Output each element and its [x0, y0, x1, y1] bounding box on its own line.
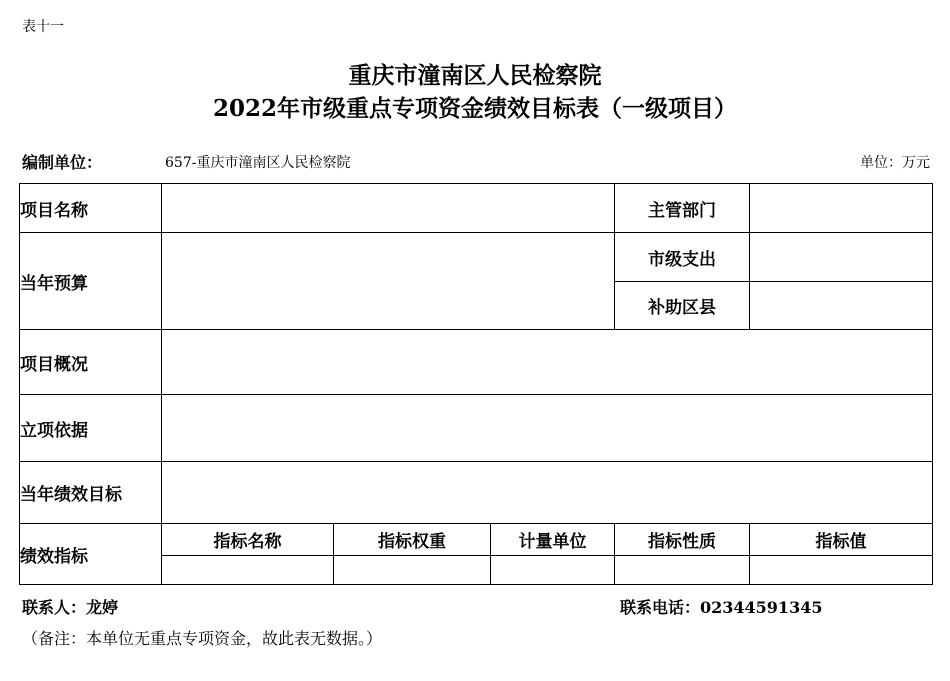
- city-expense-label: 市级支出: [615, 233, 750, 282]
- indicator-weight-header: 指标权重: [334, 524, 491, 556]
- year-target-value: [162, 462, 933, 524]
- document-title-line1: 重庆市潼南区人民检察院: [348, 62, 602, 89]
- basis-value: [162, 395, 933, 462]
- project-name-label: 项目名称: [20, 184, 162, 233]
- department-label: 主管部门: [615, 184, 750, 233]
- department-value: [750, 184, 933, 233]
- city-expense-value: [750, 233, 933, 282]
- indicator-value-cell: [750, 556, 933, 585]
- project-name-value: [162, 184, 615, 233]
- unit-value: 657-重庆市潼南区人民检察院: [165, 155, 351, 171]
- table-number: 表十一: [22, 19, 64, 35]
- overview-value: [162, 330, 933, 395]
- document-title-line2: 2022年市级重点专项资金绩效目标表（一级项目）: [212, 95, 737, 122]
- contact-phone: 联系电话：02344591345: [620, 598, 823, 617]
- contact-person: 联系人：龙婷: [22, 598, 119, 617]
- year-budget-label: 当年预算: [20, 233, 162, 330]
- unit-label: 编制单位：: [22, 153, 103, 172]
- indicator-name-header: 指标名称: [162, 524, 334, 556]
- subsidy-county-label: 补助区县: [615, 282, 750, 330]
- indicator-weight-cell: [334, 556, 491, 585]
- performance-table: [19, 183, 933, 585]
- indicator-nature-cell: [615, 556, 750, 585]
- basis-label: 立项依据: [20, 395, 162, 462]
- indicator-value-header: 指标值: [750, 524, 933, 556]
- indicator-unit-header: 计量单位: [491, 524, 615, 556]
- year-target-label: 当年绩效目标: [20, 462, 162, 524]
- currency-unit: 单位：万元: [860, 155, 930, 171]
- indicators-label: 绩效指标: [20, 524, 162, 585]
- indicator-name-cell: [162, 556, 334, 585]
- subsidy-county-value: [750, 282, 933, 330]
- remark-note: （备注：本单位无重点专项资金，故此表无数据。）: [22, 629, 383, 648]
- indicator-unit-cell: [491, 556, 615, 585]
- indicator-nature-header: 指标性质: [615, 524, 750, 556]
- year-budget-value: [162, 233, 615, 330]
- overview-label: 项目概况: [20, 330, 162, 395]
